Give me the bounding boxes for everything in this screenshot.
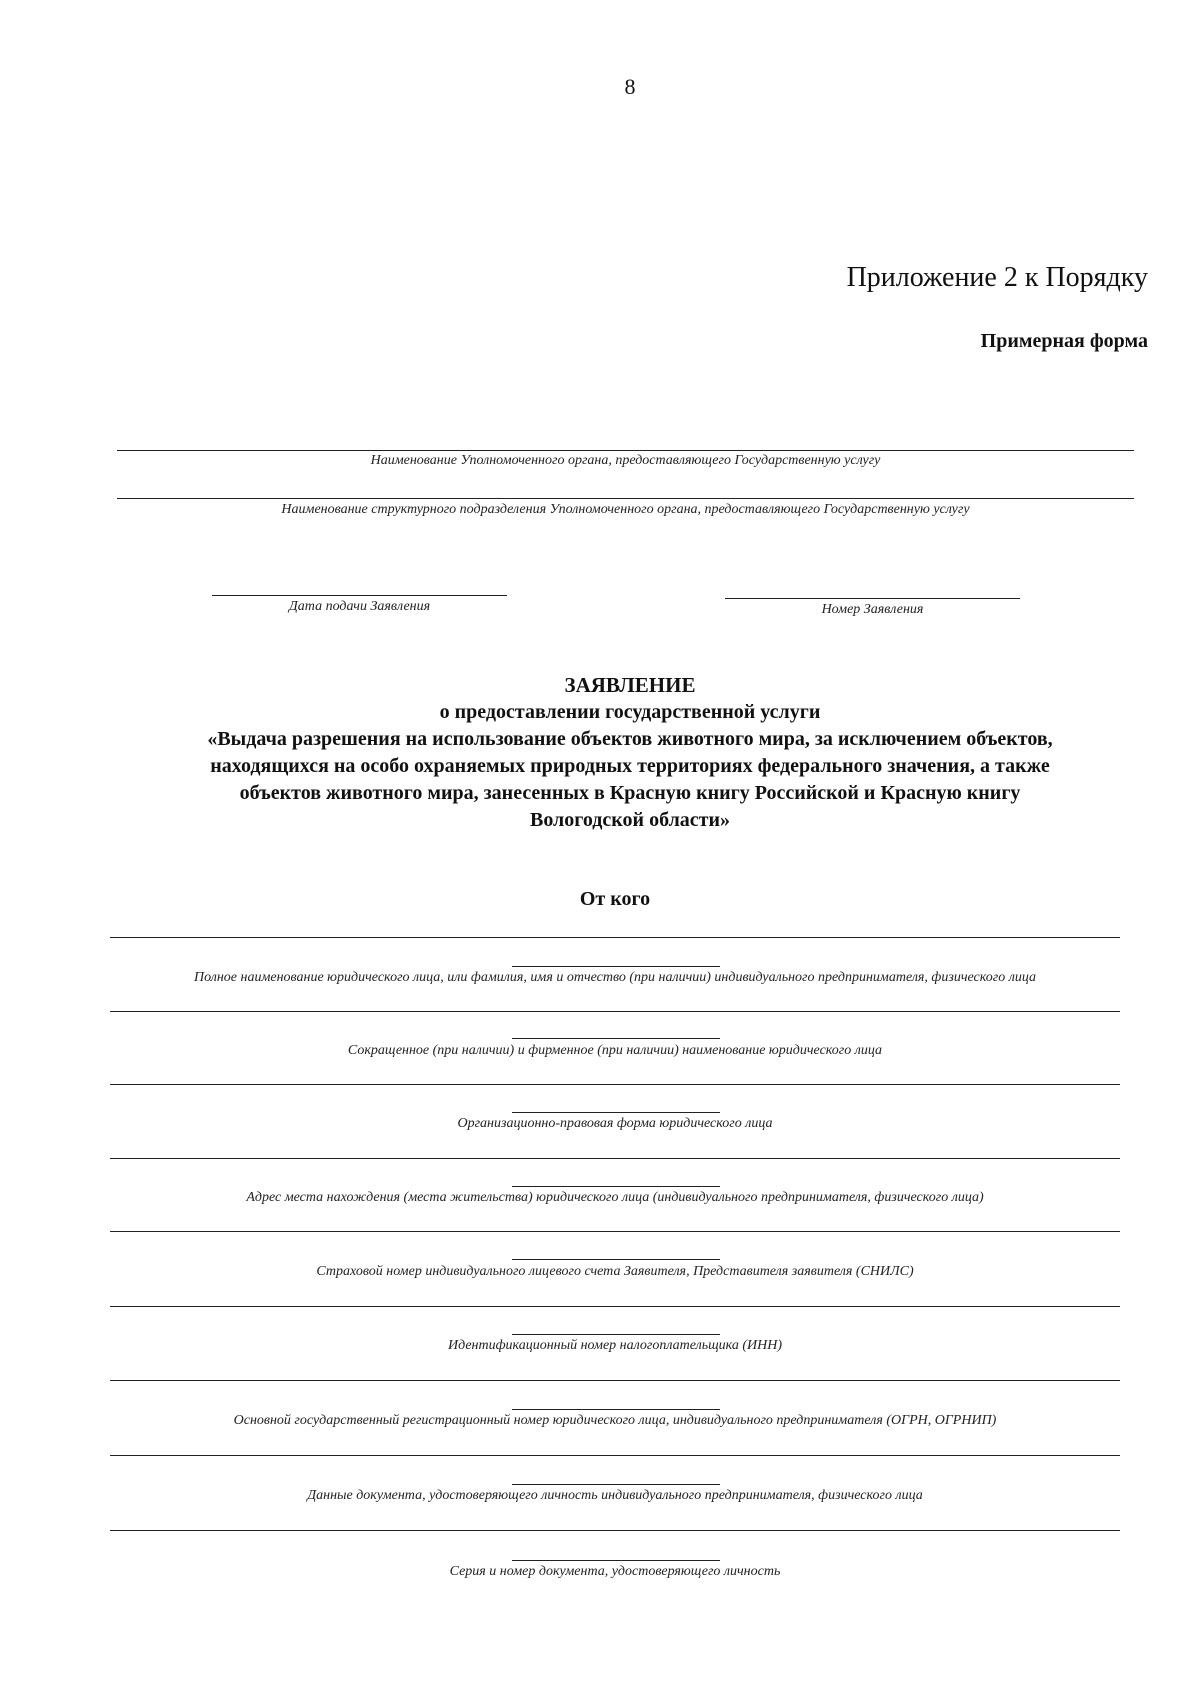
applicant-field-line[interactable] <box>110 1084 1120 1085</box>
field-short-rule <box>512 1484 720 1485</box>
organ-name-caption: Наименование Уполномоченного органа, предоставляющего Государственную услугу <box>370 453 881 468</box>
identity-document-caption: Данные документа, удостоверяющего личность индивидуального предпринимателя, физического лица <box>307 1488 923 1503</box>
submission-date-line[interactable] <box>212 595 507 596</box>
application-number-line[interactable] <box>725 598 1020 599</box>
page-number: 8 <box>624 74 636 99</box>
applicant-field-line[interactable] <box>110 1231 1120 1232</box>
service-name-line: объектов животного мира, занесенных в Красную книгу Российской и Красную книгу <box>239 782 1021 804</box>
application-number-caption: Номер Заявления <box>821 602 924 617</box>
field-short-rule <box>512 1409 720 1410</box>
service-name-line: находящихся на особо охраняемых природных территориях федерального значения, а также <box>210 755 1050 777</box>
full-name-caption: Полное наименование юридического лица, или фамилия, имя и отчество (при наличии) индивидуального предпринимателя, физического лица <box>193 970 1037 985</box>
statement-title-block <box>60 672 1200 834</box>
field-short-rule <box>512 1259 720 1260</box>
applicant-field-line[interactable] <box>110 1306 1120 1307</box>
ogrn-caption: Основной государственный регистрационный номер юридического лица, индивидуального предпринимателя (ОГРН, ОГРНИП) <box>233 1413 997 1428</box>
address-caption: Адрес места нахождения (места жительства) юридического лица (индивидуального предпринимателя, физического лица) <box>246 1190 984 1205</box>
subdivision-name-line[interactable] <box>117 498 1134 499</box>
applicant-field-line[interactable] <box>110 937 1120 938</box>
short-name-caption: Сокращенное (при наличии) и фирменное (при наличии) наименование юридического лица <box>347 1043 883 1058</box>
document-series-caption: Серия и номер документа, удостоверяющего личность <box>449 1564 781 1579</box>
legal-form-caption: Организационно-правовая форма юридического лица <box>457 1116 773 1131</box>
subdivision-name-caption: Наименование структурного подразделения Уполномоченного органа, предоставляющего Государственную услугу <box>281 502 970 517</box>
field-short-rule <box>512 1112 720 1113</box>
appendix-reference: Приложение 2 к Порядку <box>846 262 1148 293</box>
service-name-line: Вологодской области» <box>529 809 731 831</box>
snils-caption: Страховой номер индивидуального лицевого счета Заявителя, Представителя заявителя (СНИЛС) <box>316 1264 914 1279</box>
applicant-field-line[interactable] <box>110 1011 1120 1012</box>
statement-title: ЗАЯВЛЕНИЕ <box>564 673 696 697</box>
submission-date-caption: Дата подачи Заявления <box>288 599 431 614</box>
field-short-rule <box>512 1334 720 1335</box>
field-short-rule <box>512 1038 720 1039</box>
statement-subtitle: о предоставлении государственной услуги <box>439 701 821 723</box>
organ-name-line[interactable] <box>117 450 1134 451</box>
field-short-rule <box>512 1186 720 1187</box>
service-name <box>60 726 1200 834</box>
service-name-line: «Выдача разрешения на использование объектов животного мира, за исключением объектов, <box>207 728 1053 750</box>
applicant-field-line[interactable] <box>110 1380 1120 1381</box>
field-short-rule <box>512 1560 720 1561</box>
form-type-label: Примерная форма <box>980 330 1148 352</box>
inn-caption: Идентификационный номер налогоплательщика (ИНН) <box>447 1338 783 1353</box>
applicant-field-line[interactable] <box>110 1530 1120 1531</box>
applicant-field-line[interactable] <box>110 1455 1120 1456</box>
field-short-rule <box>512 966 720 967</box>
applicant-field-line[interactable] <box>110 1158 1120 1159</box>
applicant-heading: От кого <box>579 888 651 910</box>
